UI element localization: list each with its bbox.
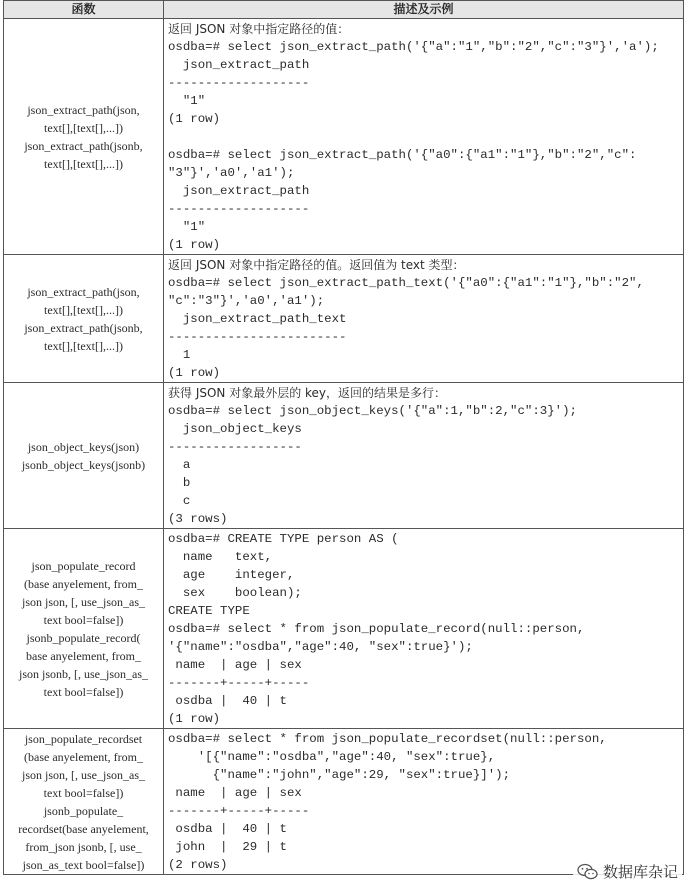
function-signature-line: text[],[text[],...]) [44, 120, 123, 135]
description-cell [164, 19, 684, 255]
code-line: (1 row) [168, 112, 221, 126]
watermark-text: 数据库杂记 [602, 863, 678, 881]
function-signature-line: json_populate_record [31, 558, 136, 573]
function-cell [4, 529, 164, 729]
function-signature-line: json jsonb, [, use_json_as_ [19, 666, 148, 681]
function-signature-line: from_json jsonb, [, use_ [25, 839, 142, 854]
code-line: -------+-----+----- [168, 804, 310, 818]
function-signature-line: text bool=false]) [43, 684, 124, 699]
function-signature-line: json json, [, use_json_as_ [22, 594, 145, 609]
code-line: osdba=# select json_extract_path('{"a0":{"a1":"1"},"b":"2","c": [168, 148, 637, 162]
code-line: '{"name":"osdba","age":40, "sex":true}'); [168, 640, 473, 654]
code-line: json_extract_path_text [168, 312, 347, 326]
code-line: "3"}','a0','a1'); [168, 166, 295, 180]
code-line: CREATE TYPE [168, 604, 250, 618]
watermark [573, 861, 682, 882]
table-row [4, 729, 684, 875]
function-table [3, 0, 684, 875]
function-cell [4, 729, 164, 875]
code-line: osdba | 40 | t [168, 694, 287, 708]
code-line: john | 29 | t [168, 840, 287, 854]
function-cell [4, 19, 164, 255]
code-line: osdba | 40 | t [168, 822, 287, 836]
code-line: "c":"3"}','a0','a1'); [168, 294, 325, 308]
code-line: osdba=# select json_extract_path('{"a":"1","b":"2","c":"3"}','a'); [168, 40, 659, 54]
code-line: name | age | sex [168, 658, 302, 672]
table-row [4, 529, 684, 729]
function-signature-line: (base anyelement, from_ [24, 749, 143, 764]
description-cell [164, 529, 684, 729]
description-cell [164, 255, 684, 383]
table-header-row [4, 1, 684, 19]
function-signature-line: json_populate_recordset [24, 731, 143, 746]
function-signature-line: (base anyelement, from_ [24, 576, 143, 591]
code-line: (1 row) [168, 712, 221, 726]
function-signature-line: json_extract_path(json, [27, 284, 140, 299]
function-signature-line: json json, [, use_json_as_ [22, 767, 145, 782]
function-signature-line: text bool=false]) [43, 612, 124, 627]
code-line [168, 128, 683, 146]
code-line: osdba=# CREATE TYPE person AS ( [168, 532, 399, 546]
code-line: osdba=# select * from json_populate_record(null::person, [168, 622, 585, 636]
function-cell [4, 255, 164, 383]
code-line: osdba=# select json_object_keys('{"a":1,"b":2,"c":3}'); [168, 404, 577, 418]
code-line: -------+-----+----- [168, 676, 310, 690]
code-line: "1" [168, 220, 206, 234]
code-line: json_extract_path [168, 184, 310, 198]
code-line: ------------------------ [168, 330, 347, 344]
function-signature-line: jsonb_populate_record( [26, 630, 141, 645]
code-line: osdba=# select * from json_populate_recordset(null::person, [168, 732, 607, 746]
code-line: (2 rows) [168, 858, 228, 872]
code-line: json_extract_path [168, 58, 310, 72]
wechat-icon [577, 863, 599, 881]
description-text-line: 返回 JSON 对象中指定路径的值。返回值为 text 类型： [168, 258, 465, 272]
code-line: {"name":"john","age":29, "sex":true}]'); [168, 768, 511, 782]
description-cell [164, 729, 684, 875]
function-signature-line: text[],[text[],...]) [44, 156, 123, 171]
code-line: (3 rows) [168, 512, 228, 526]
function-signature-line: json_extract_path(json, [27, 102, 140, 117]
function-signature-line: json_object_keys(json) [27, 439, 140, 454]
code-line: name | age | sex [168, 786, 302, 800]
code-line: sex boolean); [168, 586, 302, 600]
function-signature-line: jsonb_object_keys(jsonb) [21, 457, 146, 472]
description-text-line: 返回 JSON 对象中指定路径的值： [168, 22, 350, 36]
code-line: ------------------ [168, 440, 302, 454]
description-text-line: 获得 JSON 对象最外层的 key，返回的结果是多行： [168, 386, 447, 400]
function-signature-line: json_extract_path(jsonb, [24, 138, 143, 153]
header-description: 描述及示例 [164, 1, 684, 19]
function-signature-line: jsonb_populate_ [43, 803, 124, 818]
code-line: age integer, [168, 568, 295, 582]
code-line: "1" [168, 94, 206, 108]
code-line: '[{"name":"osdba","age":40, "sex":true}, [168, 750, 496, 764]
code-line: c [168, 494, 191, 508]
code-line: (1 row) [168, 366, 221, 380]
function-signature-line: recordset(base anyelement, [18, 821, 149, 836]
code-line: json_object_keys [168, 422, 302, 436]
function-signature-line: base anyelement, from_ [26, 648, 141, 663]
code-line: 1 [168, 348, 191, 362]
code-line: ------------------- [168, 202, 310, 216]
function-signature-line: text[],[text[],...]) [44, 338, 123, 353]
function-cell [4, 383, 164, 529]
code-line: osdba=# select json_extract_path_text('{"a0":{"a1":"1"},"b":"2", [168, 276, 644, 290]
table-row [4, 255, 684, 383]
code-line: name text, [168, 550, 273, 564]
function-signature-line: text bool=false]) [43, 785, 124, 800]
function-signature-line: json_extract_path(jsonb, [24, 320, 143, 335]
table-row [4, 19, 684, 255]
table-row [4, 383, 684, 529]
code-line: a [168, 458, 191, 472]
code-line: b [168, 476, 191, 490]
function-signature-line: text[],[text[],...]) [44, 302, 123, 317]
header-function: 函数 [4, 1, 164, 19]
description-cell [164, 383, 684, 529]
code-line: ------------------- [168, 76, 310, 90]
function-signature-line: json_as_text bool=false]) [22, 857, 145, 872]
code-line: (1 row) [168, 238, 221, 252]
